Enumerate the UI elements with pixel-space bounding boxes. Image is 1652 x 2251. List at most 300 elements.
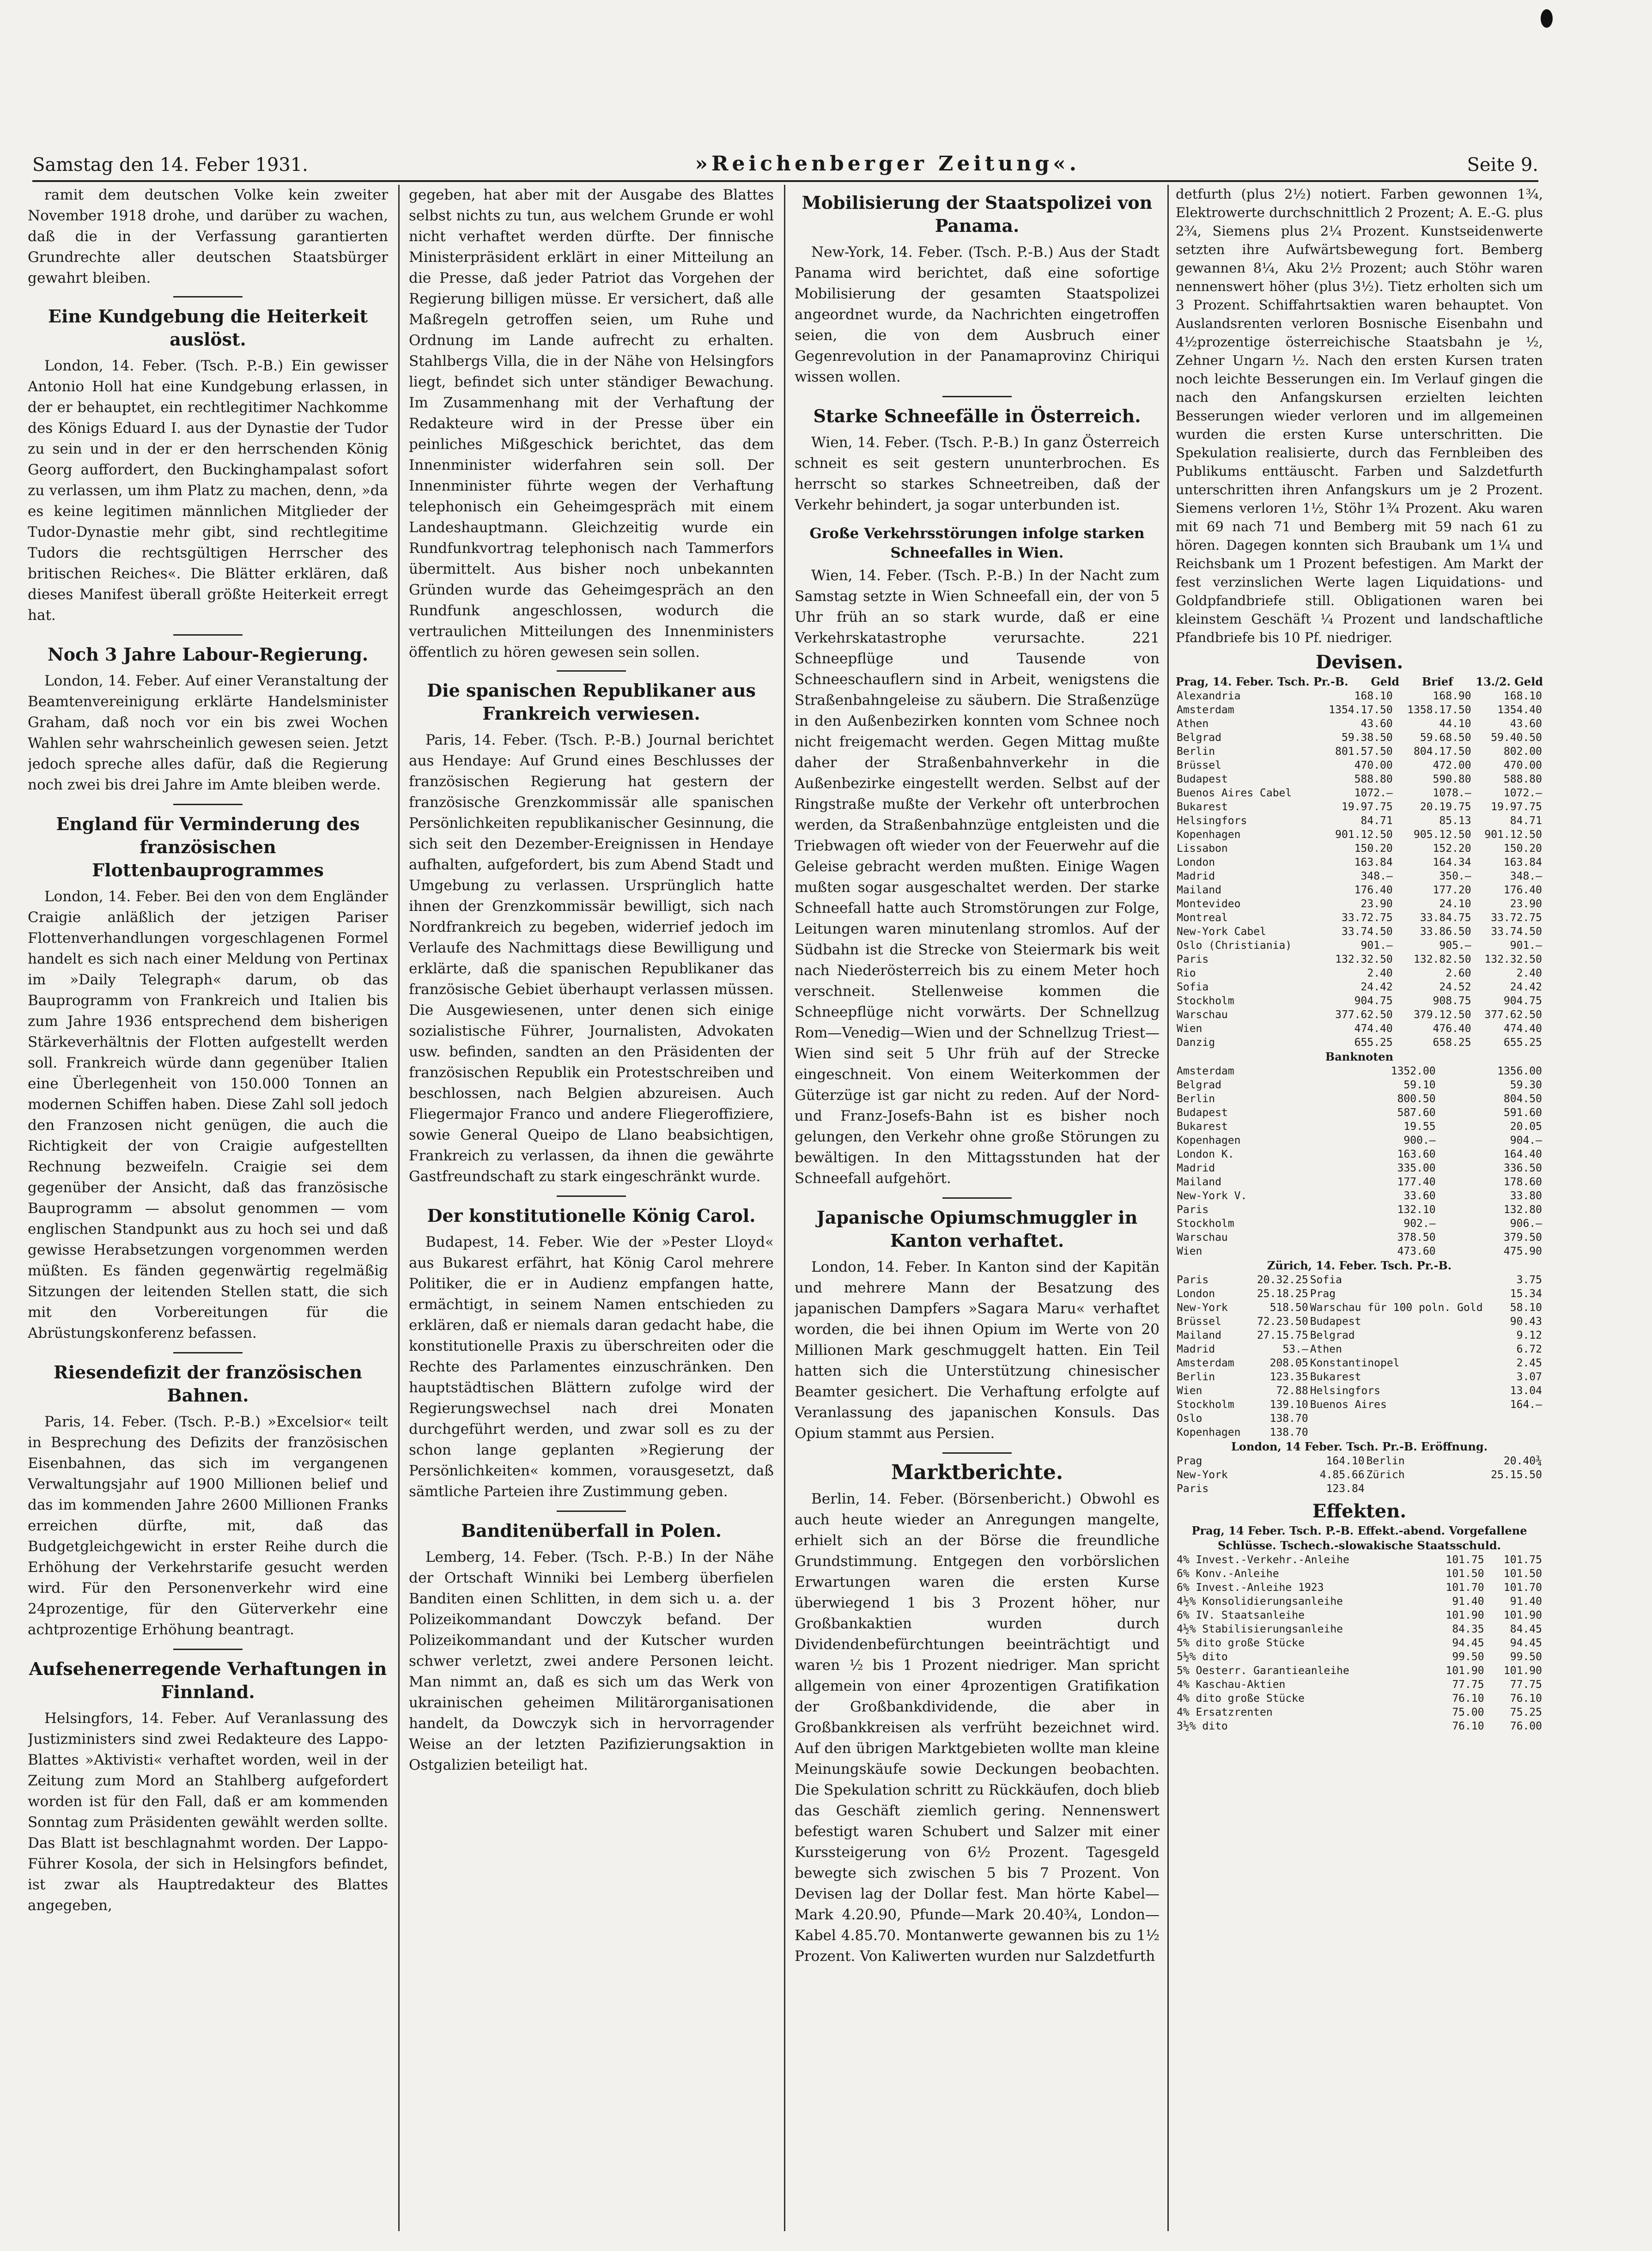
table-cell: 1072.— (1503, 787, 1542, 799)
table-cell: Wien (1177, 1245, 1203, 1257)
table-cell: 77.75 (1452, 1679, 1484, 1691)
table-cell: Madrid (1177, 1162, 1215, 1174)
table-cell (1437, 1120, 1441, 1134)
table-cell: 474.40 (1503, 1023, 1542, 1035)
table-cell: Amsterdam (1177, 704, 1234, 716)
article-text: London, 14. Feber. Bei den von dem Engländer Craigie anläßlich der jetzigen Pariser Flottenverhandlungen vorgeschlagenen Formel handelt es sich nach einer Meldung von Pertinax im »Daily Telegraph« darum, ob das Bauprogramm von Frankreich und Italien bis zum Jahre 1936 entsprechend dem bisherigen Stärkeverhältnis der Flotten aufgestellt werden soll. Frankreich würde dann gegenüber Italien eine Überlegenheit von 150.000 Tonnen an modernen Schiffen haben. Diese Zahl soll jedoch den Franzosen nicht genügen, die auch die Richtigkeit der von Craigie aufgestellten Rechnung bezweifeln. Craigie sei dem gegenüber der Ansicht, daß das französische Bauprogramm — absolut genommen — vom englischen Standpunkt aus zu hoch sei und daß gewisse Herabsetzungen vorgenommen werden müßten. Es fänden gegenwärtig regelmäßig Sitzungen der leitenden Stellen statt, die sich mit den Vorbereitungen für die Abrüstungskonferenz befassen. (28, 888, 388, 1341)
table-cell: Warschau für 100 poln. Gold (1310, 1302, 1483, 1314)
table-cell: 901.12.50 (1335, 829, 1393, 841)
table-cell: 908.75 (1433, 995, 1471, 1007)
table-cell: London K. (1177, 1148, 1234, 1160)
table-cell: Belgrad (1177, 732, 1221, 744)
separator (173, 1352, 243, 1353)
table-cell: 177.40 (1397, 1176, 1436, 1188)
article-text: Helsingfors, 14. Feber. Auf Veranlassung des Justizministers sind zwei Redakteure des Lappo-Blattes »Aktivisti« verhaftet worden, weil in der Zeitung zum Mord an Stahlberg aufgefordert worden ist für den Fall, daß er am kommenden Sonntag zum Präsidenten gewählt werden sollte. Das Blatt ist beschlagnahmt worden. Der Lappo-Führer Kosola, der sich in Helsingfors befindet, ist zwar als Hauptredakteur des Blattes angegeben, (28, 1710, 388, 1914)
article (795, 524, 1160, 1189)
table-cell: 132.32.50 (1484, 953, 1542, 965)
table-cell: 85.13 (1439, 815, 1471, 827)
table-cell: 33.80 (1510, 1190, 1542, 1202)
table-row (1176, 1636, 1543, 1650)
table-row (1176, 1161, 1543, 1175)
table-row (1176, 980, 1543, 994)
table-cell: 75.25 (1510, 1706, 1542, 1718)
table-cell: 350.— (1439, 870, 1471, 882)
table-cell: 335.00 (1397, 1162, 1436, 1174)
table-cell: 904.75 (1354, 995, 1393, 1007)
article-title: Starke Schneefälle in Österreich. (813, 406, 1141, 426)
table-cell: 4% dito große Stücke (1177, 1693, 1305, 1705)
table-cell: 475.90 (1503, 1245, 1542, 1257)
table-cell: New-York (1177, 1302, 1228, 1314)
table-row (1176, 966, 1543, 980)
article-text: London, 14. Feber. In Kanton sind der Kapitän und mehrere Mann der Besatzung des japanischen Dampfers »Sagara Maru« verhaftet worden, die bei ihnen Opium im Werte von 20 Millionen Mark geschmuggelt hatten. Ein Teil hatten sich die Unterstützung chinesischer Beamter gesichert. Die Verhaftung erfolgte auf Veranlassung des japanischen Konsuls. Das Opium stammt aus Persien. (795, 1259, 1160, 1442)
table-cell: Bukarest (1177, 801, 1228, 813)
table-cell: Wien (1177, 1023, 1203, 1035)
table-cell: Helsingfors (1177, 815, 1247, 827)
table-row (1176, 1650, 1543, 1664)
table-cell: 6% IV. Staatsanleihe (1177, 1609, 1305, 1621)
column-1 (28, 185, 388, 2236)
table-cell: 139.10 (1269, 1399, 1308, 1411)
caption-cell: Geld (1371, 675, 1399, 688)
table-cell: 4% Kaschau-Aktien (1177, 1679, 1286, 1691)
article (409, 1519, 774, 1776)
table-cell: 25.18.25 (1257, 1288, 1308, 1300)
table-cell: Oslo (Christiania) (1177, 940, 1292, 952)
table-cell: 6% Invest.-Anleihe 1923 (1177, 1582, 1324, 1594)
table-cell: 94.45 (1510, 1637, 1542, 1649)
table-row (1176, 1664, 1543, 1678)
table-cell: 474.40 (1354, 1023, 1393, 1035)
table-cell: 901.— (1360, 940, 1393, 952)
table-cell: 655.25 (1503, 1037, 1542, 1049)
table-cell: Mailand (1177, 884, 1221, 896)
table-cell: 178.60 (1503, 1176, 1542, 1188)
table-cell: 25.15.50 (1491, 1469, 1542, 1481)
table-cell: 5% dito große Stücke (1177, 1637, 1305, 1649)
table-cell: 163.84 (1503, 856, 1542, 868)
table-row (1176, 1120, 1543, 1134)
table-row (1176, 883, 1543, 897)
article (28, 643, 388, 795)
page-number: Seite 9. (1467, 154, 1538, 176)
table-cell: 348.— (1360, 870, 1393, 882)
table-cell: 76.00 (1510, 1720, 1542, 1732)
table-row (1176, 869, 1543, 883)
table-cell: 348.— (1510, 870, 1542, 882)
effekten-title: Effekten. (1312, 1500, 1407, 1522)
table-cell: 101.90 (1446, 1609, 1484, 1621)
article-text: New-York, 14. Feber. (Tsch. P.-B.) Aus der Stadt Panama wird berichtet, daß eine sofortige Mobilisierung der gesamten Staatspolizei angeordnet wurde, da Nachrichten eingetroffen seien, die von dem Ausbruch einer Gegenrevolution in der Panamaprovinz Chiriqui wissen wollen. (795, 244, 1160, 385)
table-cell (1505, 1426, 1543, 1439)
table-row (1176, 1244, 1543, 1258)
article-text: Paris, 14. Feber. (Tsch. P.-B.) »Excelsior« teilt in Besprechung des Defizits der französischen Eisenbahnen, das sich im vergangenen Verwaltungsjahr auf 1900 Millionen belief und das im kommenden Jahre 2600 Millionen Franks erreichen dürfte, mit, daß das Budgetgleichgewicht in erster Reihe durch die Erhöhung der Verkehrstarife gesucht werden wird. Für den Personenverkehr wird eine 24prozentige, für den Güterverkehr eine achtprozentige Erhöhung beantragt. (28, 1414, 388, 1638)
table-cell: Paris (1177, 1274, 1209, 1286)
column-3 (795, 185, 1160, 2236)
table-row (1176, 953, 1543, 966)
table-row (1176, 1134, 1543, 1147)
table-cell: 4½% Stabilisierungsanleihe (1177, 1623, 1343, 1635)
table-cell (1437, 1217, 1441, 1231)
table-row (1176, 1608, 1543, 1622)
table-cell: Berlin (1177, 1371, 1215, 1383)
caption-cell: Brief (1421, 675, 1453, 688)
table-cell: Buenos Aires Cabel (1177, 787, 1292, 799)
table-cell: 19.97.75 (1491, 801, 1542, 813)
table-cell: 379.50 (1503, 1232, 1542, 1244)
table-cell: Konstantinopel (1310, 1357, 1400, 1369)
separator (557, 1195, 626, 1197)
table-cell: 15.34 (1510, 1288, 1542, 1300)
table-cell: 378.50 (1397, 1232, 1436, 1244)
london-caption (1176, 1439, 1543, 1454)
separator (942, 1197, 1012, 1199)
table-row (1176, 1287, 1543, 1301)
table-cell: 20.05 (1510, 1121, 1542, 1133)
table-cell: Oslo (1177, 1413, 1203, 1425)
table-row (1176, 1581, 1543, 1595)
devisen-caption (1176, 674, 1543, 689)
table-row (1176, 800, 1543, 814)
table-cell: Rio (1177, 967, 1196, 979)
table-row (1176, 1273, 1543, 1287)
table-cell: 801.57.50 (1335, 746, 1393, 758)
article-title: Marktberichte. (891, 1461, 1063, 1484)
table-cell: 152.20 (1433, 843, 1471, 855)
article (795, 191, 1160, 388)
caption-cell: Banknoten (1325, 1050, 1394, 1063)
devisen-table (1176, 689, 1543, 1050)
table-row (1176, 703, 1543, 717)
table-row (1176, 856, 1543, 869)
article-text: London, 14. Feber. (Tsch. P.-B.) Ein gewisser Antonio Holl hat eine Kundgebung erlassen, in der er behauptet, ein rechtlegitimer Nachkomme des Königs Eduard I. aus der Dynastie der Tudor zu sein und in der er den herrschenden König Georg auffordert, den Buckinghampalast sofort zu verlassen, um ihm Platz zu machen, denn, »da es keine legitimen männlichen Mitglieder der Tudor-Dynastie mehr gibt, sind rechtlegitime Tudors die rechtsgültigen Herrscher des britischen Reiches«. Die Blätter erklären, daß dieses Manifest überall größte Heiterkeit erregt hat. (28, 358, 388, 624)
table-cell: New-York V. (1177, 1190, 1247, 1202)
article-text: Wien, 14. Feber. (Tsch. P.-B.) In der Nacht zum Samstag setzte in Wien Schneefall ein, der von 5 Uhr früh an so stark wurde, daß er eine Verkehrskatastrophe verursachte. 221 Schneepflüge und Tausende von Schneeschauflern sind in Arbeit, wenigstens die Straßenbahngeleise zu säubern. Die Straßenzüge in den Außenbezirken konnten vom Schnee noch nicht freigemacht werden. Gegen Mittag mußte daher der Straßenbahnverkehr in die Außenbezirke eingestellt werden. Selbst auf der Ringstraße mußte der Verkehr oft unterbrochen werden, da Straßenbahnzüge entgleisten und die Triebwagen oft wieder von der Feuerwehr auf die Geleise gebracht werden mußten. Einige Wagen mußten sogar ausgeschaltet werden. Der starke Schneefall hatte auch Stromstörungen zur Folge, Leitungen waren minutenlang stromlos. Auf der Südbahn ist die Strecke von Steiermark bis weit nach Niederösterreich bis zu einem Meter hoch verschneit. Stellenweise kommen die Schneepflüge nicht vorwärts. Der Schnellzug Rom—Venedig—Wien und der Schnellzug Triest—Wien sind seit 5 Uhr früh auf der Strecke eingeschneit. Von einem Weiterkommen der Güterzüge ist gar nicht zu reden. Auf der Nord- und Franz-Josefs-Bahn ist es bisher noch gelungen, den Verkehr ohne große Störungen zu bewältigen. In den Mittagsstunden hat der Schneefall aufgehört. (795, 567, 1160, 1187)
page-header (32, 139, 1538, 182)
table-cell: 132.80 (1503, 1204, 1542, 1216)
table-cell: 905.— (1439, 940, 1471, 952)
table-cell: 904.75 (1503, 995, 1542, 1007)
table-cell: Paris (1177, 953, 1209, 965)
table-row (1176, 1384, 1543, 1398)
table-row (1176, 1008, 1543, 1022)
table-cell: 44.10 (1439, 718, 1471, 730)
separator (173, 804, 243, 805)
table-cell: 59.40.50 (1491, 732, 1542, 744)
table-cell: Lissabon (1177, 843, 1228, 855)
table-row (1176, 1705, 1543, 1719)
table-cell: 587.60 (1397, 1107, 1436, 1119)
table-cell: 6.72 (1516, 1343, 1542, 1355)
table-row (1176, 1719, 1543, 1733)
table-cell: 91.40 (1510, 1596, 1542, 1608)
table-row (1176, 1203, 1543, 1217)
table-cell: Budapest (1310, 1316, 1361, 1328)
table-cell: 76.10 (1510, 1693, 1542, 1705)
table-cell: 5% Oesterr. Garantieanleihe (1177, 1665, 1349, 1677)
table-cell (1437, 1175, 1441, 1189)
table-row (1176, 731, 1543, 745)
table-cell: 27.15.75 (1257, 1329, 1308, 1341)
table-cell: 164.10 (1326, 1455, 1365, 1467)
table-cell: 164.40 (1503, 1148, 1542, 1160)
table-cell: 900.— (1403, 1135, 1436, 1147)
table-cell: Stockholm (1177, 1399, 1234, 1411)
table-cell: 101.90 (1503, 1665, 1542, 1677)
table-cell: 590.80 (1433, 773, 1471, 785)
table-cell: 906.— (1510, 1218, 1542, 1230)
table-cell: 24.10 (1439, 898, 1471, 910)
table-cell: 43.60 (1360, 718, 1393, 730)
article-title: England für Verminderung des französischen Flottenbauprogrammes (56, 813, 360, 880)
table-cell: 84.45 (1510, 1623, 1542, 1635)
article-text: Lemberg, 14. Feber. (Tsch. P.-B.) In der Nähe der Ortschaft Winniki bei Lemberg überfielen Banditen einen Schlitten, in dem sich u. a. der Polizeikommandant Dowczyk befand. Der Polizeikommandant und der Kutscher wurden schwer verletzt, zwei andere Personen leicht. Man nimmt an, daß es sich um das Werk von ukrainischen geheimen Militärorganisationen handelt, da Dowczyk sich in hervorragender Weise an der letzten Pazifizierungsaktion in Ostgalizien beteiligt hat. (409, 1549, 774, 1773)
table-cell: Berlin (1177, 746, 1215, 758)
table-row (1176, 717, 1543, 731)
effekten-table (1176, 1553, 1543, 1733)
caption-cell: Zürich, 14. Feber. Tsch. Pr.-B. (1267, 1259, 1452, 1272)
caption-cell: London, 14 Feber. Tsch. Pr.-B. Eröffnung. (1231, 1440, 1488, 1453)
table-cell: Mailand (1177, 1329, 1221, 1341)
table-cell: 138.70 (1269, 1426, 1308, 1438)
table-cell: 588.80 (1503, 773, 1542, 785)
table-cell: Madrid (1177, 870, 1215, 882)
table-cell: 177.20 (1433, 884, 1471, 896)
table-row (1176, 1454, 1543, 1468)
table-cell: 59.68.50 (1420, 732, 1471, 744)
table-cell: 4% Ersatzrenten (1177, 1706, 1273, 1718)
table-cell: 164.— (1510, 1399, 1542, 1411)
table-cell: Montreal (1177, 912, 1228, 924)
table-cell: London (1177, 856, 1215, 868)
separator (173, 1649, 243, 1650)
table-row (1176, 1567, 1543, 1581)
table-cell: New-York (1177, 1469, 1228, 1481)
table-row (1176, 1189, 1543, 1203)
table-cell: 1356.00 (1497, 1065, 1542, 1077)
banknoten-caption (1176, 1050, 1543, 1064)
article-title: Der konstitutionelle König Carol. (427, 1205, 756, 1226)
table-cell: 588.80 (1354, 773, 1393, 785)
table-cell: Madrid (1177, 1343, 1215, 1355)
table-cell: 19.55 (1403, 1121, 1436, 1133)
table-cell: 76.10 (1452, 1693, 1484, 1705)
table-cell: Stockholm (1177, 1218, 1234, 1230)
table-cell: 101.50 (1446, 1568, 1484, 1580)
table-cell: 53.— (1282, 1343, 1308, 1355)
separator (173, 634, 243, 636)
table-cell: 901.12.50 (1484, 829, 1542, 841)
table-row (1176, 1175, 1543, 1189)
table-cell: 168.10 (1354, 690, 1393, 702)
corner-mark (1541, 9, 1553, 28)
table-cell: Buenos Aires (1310, 1399, 1387, 1411)
table-cell: 168.90 (1433, 690, 1471, 702)
table-cell: 123.35 (1269, 1371, 1308, 1383)
table-cell: 2.40 (1367, 967, 1393, 979)
table-cell: 72.23.50 (1257, 1316, 1308, 1328)
table-cell: 84.71 (1510, 815, 1542, 827)
table-cell: 84.71 (1360, 815, 1393, 827)
table-cell: Mailand (1177, 1176, 1221, 1188)
column-rule (1167, 185, 1169, 2231)
article-title: Japanische Opiumschmuggler in Kanton verhaftet. (816, 1207, 1138, 1251)
table-row (1176, 772, 1543, 786)
table-cell: 472.00 (1433, 759, 1471, 771)
table-cell: Sofia (1310, 1274, 1342, 1286)
table-cell: 58.10 (1510, 1302, 1542, 1314)
separator (942, 1452, 1012, 1454)
table-cell: 377.62.50 (1484, 1009, 1542, 1021)
table-row (1176, 1398, 1543, 1412)
table-cell: Bukarest (1310, 1371, 1361, 1383)
table-cell: Zürich (1366, 1469, 1405, 1481)
table-cell: Kopenhagen (1177, 829, 1241, 841)
separator (557, 670, 626, 672)
table-cell: 72.88 (1276, 1385, 1308, 1397)
table-row (1176, 1064, 1543, 1078)
table-cell: Amsterdam (1177, 1357, 1234, 1369)
table-row (1176, 745, 1543, 758)
zurich-caption (1176, 1258, 1543, 1273)
article-title: Aufsehenerregende Verhaftungen in Finnland. (29, 1658, 387, 1702)
article (795, 1461, 1160, 1967)
table-cell: 132.32.50 (1335, 953, 1393, 965)
table-cell: 99.50 (1510, 1651, 1542, 1663)
table-cell (1437, 1161, 1441, 1175)
table-cell: Berlin (1177, 1093, 1215, 1105)
table-cell (1437, 1244, 1441, 1258)
table-row (1176, 1106, 1543, 1120)
table-row (1176, 1426, 1543, 1439)
table-cell (1437, 1078, 1441, 1092)
article-subtitle: Große Verkehrsstörungen infolge starken Schneefalles in Wien. (809, 525, 1145, 561)
table-row (1176, 897, 1543, 911)
article-continuation: gegeben, hat aber mit der Ausgabe des Blattes selbst nichts zu tun, aus welchem Grunde er wohl nicht verhaftet werden dürfte. Der finnische Ministerpräsident erklärt in einer Mitteilung an die Presse, daß jeder Patriot das Vorgehen der Regierung billigen müsse. Er versichert, daß alle Maßregeln getroffen seien, um Ruhe und Ordnung im Lande aufrecht zu erhalten. Stahlbergs Villa, die in der Nähe von Helsingfors liegt, befindet sich unter ständiger Bewachung. Im Zusammenhang mit der Verhaftung der Redakteure wird in der Presse über ein peinliches Mißgeschick berichtet, das dem Innenminister widerfahren sein soll. Der Innenminister führte wegen der Verhaftung telephonisch ein Geheimgespräch mit einem Landeshauptmann. Gleichzeitig wurde ein Rundfunkvortrag telephonisch nach Tammerfors übermittelt. Aus bisher noch unbekannten Gründen wurde das Geheimgespräch an den Rundfunk angeschlossen, wodurch die vertraulichen Mitteilungen des Innenministers öffentlich zu hören gewesen sein sollen. (409, 187, 774, 661)
caption-cell: 13./2. Geld (1476, 675, 1543, 688)
table-cell: 91.40 (1452, 1596, 1484, 1608)
table-cell: 473.60 (1397, 1245, 1436, 1257)
article (28, 305, 388, 626)
table-cell: 33.74.50 (1491, 926, 1542, 938)
table-row (1176, 689, 1543, 703)
table-cell: 43.60 (1510, 718, 1542, 730)
column-rule (398, 185, 400, 2231)
table-cell: 24.42 (1360, 981, 1393, 993)
table-cell: 20.40¾ (1503, 1455, 1542, 1467)
table-cell: Helsingfors (1310, 1385, 1381, 1397)
table-row (1176, 1217, 1543, 1231)
table-cell: 132.82.50 (1414, 953, 1471, 965)
table-cell: 377.62.50 (1335, 1009, 1393, 1021)
devisen-title: Devisen. (1315, 651, 1403, 673)
table-cell: 802.00 (1503, 746, 1542, 758)
table-row (1176, 786, 1543, 800)
article-text: Berlin, 14. Feber. (Börsenbericht.) Obwohl es auch heute wieder an Anregungen mangelte, erhielt sich an der Börse die freundliche Grundstimmung. Entgegen den vorbörslichen Erwartungen waren die ersten Kurse überwiegend 1 bis 3 Prozent höher, nur Großbankaktien wurden durch Dividendenbefürchtungen beeinträchtigt und waren ½ bis 1 Prozent niedriger. Man spricht allgemein von einer 4prozentigen Gratifikation der Großbankdividende, die aber in Großbankkreisen als verfrüht bezeichnet wird. Auf den übrigen Marktgebieten wollte man kleine Meinungskäufe sowie Deckungen beobachten. Die Spekulation schritt zu Rückkäufen, doch blieb das Geschäft ziemlich gering. Nennenswert befestigt waren Schubert und Salzer mit einer Kurssteigerung von 6½ Prozent. Tagesgeld bewegte sich zwischen 5 bis 7 Prozent. Von Devisen lag der Dollar fest. Man hörte Kabel—Mark 4.20.90, Pfunde—Mark 20.40¾, London—Kabel 4.85.70. Montanwerte gewannen bis zu 1½ Prozent. Von Kaliwerten wurden nur Salzdetfurth (795, 1491, 1160, 1965)
table-cell: 132.10 (1397, 1204, 1436, 1216)
table-cell: 1072.— (1354, 787, 1393, 799)
table-row (1176, 911, 1543, 925)
table-cell: 59.38.50 (1341, 732, 1393, 744)
article (409, 679, 774, 1187)
table-cell: 470.00 (1354, 759, 1393, 771)
table-cell: 23.90 (1510, 898, 1542, 910)
table-cell: 163.60 (1397, 1148, 1436, 1160)
table-cell: 33.74.50 (1341, 926, 1393, 938)
table-cell: 101.90 (1503, 1609, 1542, 1621)
table-cell: 59.30 (1510, 1079, 1542, 1091)
table-cell (1366, 1482, 1442, 1496)
article (28, 1361, 388, 1640)
table-cell: Brüssel (1177, 759, 1221, 771)
table-row (1176, 758, 1543, 772)
table-cell: 101.50 (1503, 1568, 1542, 1580)
table-cell (1437, 1203, 1441, 1217)
table-cell: Kopenhagen (1177, 1135, 1241, 1147)
article-continuation: detfurth (plus 2½) notiert. Farben gewonnen 1¾, Elektrowerte durchschnittlich 2 Prozent; A. E.-G. plus 2¾, Siemens plus 2¼ Prozent. Kunstseidenwerte setzten ihre Aufwärtsbewegung fort. Bemberg gewannen 8¼, Aku 2½ Prozent; auch Stöhr waren nennenswert höher (plus 3½). Tietz erholten sich um 3 Prozent. Schiffahrtsaktien waren behauptet. Von Auslandsrenten verloren Bosnische Eisenbahn und 4½prozentige österreichische Staatsbahn je ½, Zehner Ungarn ½. Nach den ersten Kursen traten noch leichte Besserungen ein. Im Verlauf gingen die nach den Anfangskursen erzielten leichten Besserungen wieder verloren und im allgemeinen wurden die ersten Kurse unterschritten. Die Spekulation realisierte, durch das Fernbleiben des Publikums enttäuscht. Farben und Salzdetfurth unterschritten ihren Anfangskurs um je 2 Prozent. Siemens verloren 1½, Stöhr 1¾ Prozent. Aku waren mit 69 nach 71 und Bemberg mit 59 nach 61 zu hören. Dagegen konnten sich Braubank um 1¼ und Reichsbank um 1 Prozent befestigen. Am Markt der fest verzinslichen Werte lagen Liquidations- und Goldpfandbriefe still. Obligationen waren bei kleinstem Geschäft ¼ Prozent und landschaftliche Pfandbriefe bis 10 Pf. niedriger. (1176, 186, 1543, 645)
table-cell: 4½% Konsolidierungsanleihe (1177, 1596, 1343, 1608)
table-cell: 59.10 (1403, 1079, 1436, 1091)
table-cell: 4% Invest.-Verkehr.-Anleihe (1177, 1554, 1349, 1566)
table-cell: 77.75 (1510, 1679, 1542, 1691)
table-row (1176, 1342, 1543, 1356)
masthead: »Reichenberger Zeitung«. (695, 152, 1080, 176)
table-row (1176, 1022, 1543, 1036)
table-cell: Stockholm (1177, 995, 1234, 1007)
header-date: Samstag den 14. Feber 1931. (32, 154, 308, 176)
table-cell (1309, 1412, 1505, 1426)
table-row (1176, 1147, 1543, 1161)
table-cell: 804.50 (1503, 1093, 1542, 1105)
table-cell (1437, 1147, 1441, 1161)
table-cell (1437, 1064, 1441, 1078)
table-cell: 101.70 (1446, 1582, 1484, 1594)
table-cell: 101.70 (1503, 1582, 1542, 1594)
separator (942, 396, 1012, 397)
article-title: Eine Kundgebung die Heiterkeit auslöst. (48, 306, 368, 350)
table-cell: 5½% dito (1177, 1651, 1228, 1663)
table-cell: 804.17.50 (1414, 746, 1471, 758)
table-cell: 75.00 (1452, 1706, 1484, 1718)
table-row (1176, 1356, 1543, 1370)
article-title: Die spanischen Republikaner aus Frankreich verwiesen. (427, 680, 756, 724)
table-cell: Amsterdam (1177, 1065, 1234, 1077)
table-cell: Montevideo (1177, 898, 1241, 910)
caption-cell: Prag, 14. Feber. Tsch. Pr.-B. (1176, 675, 1348, 688)
table-cell: 336.50 (1503, 1162, 1542, 1174)
table-cell: London (1177, 1288, 1215, 1300)
article (795, 405, 1160, 516)
table-cell: 904.— (1510, 1135, 1542, 1147)
table-row (1176, 814, 1543, 828)
table-cell: 20.32.25 (1257, 1274, 1308, 1286)
table-cell: 33.84.75 (1420, 912, 1471, 924)
table-cell: 33.72.75 (1491, 912, 1542, 924)
table-row (1176, 1553, 1543, 1567)
table-cell: 20.19.75 (1420, 801, 1471, 813)
table-cell: Belgrad (1177, 1079, 1221, 1091)
table-cell: 379.12.50 (1414, 1009, 1471, 1021)
table-cell (1442, 1482, 1543, 1496)
table-cell: 101.75 (1446, 1554, 1484, 1566)
table-cell (1437, 1189, 1441, 1203)
table-row (1176, 1468, 1543, 1482)
table-cell: Sofia (1177, 981, 1209, 993)
table-cell: 3.75 (1516, 1274, 1542, 1286)
table-cell: Athen (1310, 1343, 1342, 1355)
article-text: London, 14. Feber. Auf einer Veranstaltung der Beamtenvereinigung erklärte Handelsminister Graham, daß noch vor ein bis zwei Wochen Wahlen sehr wahrscheinlich gewesen seien. Jetzt jedoch spreche alles dafür, daß die Regierung noch zwei bis drei Jahre im Amte bleiben werde. (28, 673, 388, 793)
table-cell: Berlin (1366, 1455, 1405, 1467)
